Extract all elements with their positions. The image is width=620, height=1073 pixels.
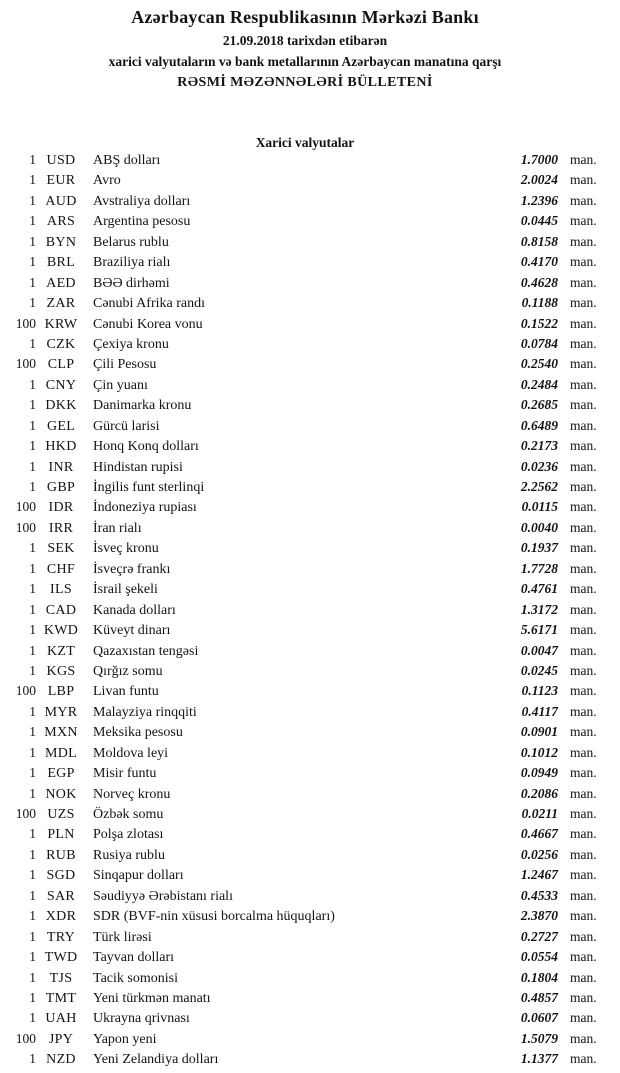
currency-name: Meksika pesosu (93, 725, 183, 741)
currency-name: İsveçrə frankı (93, 561, 171, 577)
currency-name: Honq Konq dolları (93, 439, 199, 455)
bulletin-title: RƏSMİ MƏZƏNNƏLƏRİ BÜLLETENİ (177, 75, 433, 90)
exchange-rate-row (6, 193, 604, 213)
currency-rate: 0.8158 (520, 233, 558, 249)
currency-quantity: 100 (15, 683, 36, 699)
unit-label: man. (570, 969, 597, 985)
unit-label: man. (570, 499, 597, 515)
currency-quantity: 1 (29, 724, 36, 740)
currency-name: Yapon yeni (93, 1031, 157, 1047)
currency-quantity: 1 (29, 479, 36, 494)
currency-rate: 0.4857 (520, 989, 558, 1005)
unit-label: man. (570, 335, 597, 351)
currency-quantity: 1 (29, 254, 36, 270)
currency-name: Belarus rublu (93, 234, 169, 250)
currency-code: KWD (43, 623, 79, 639)
unit-label: man. (570, 867, 597, 883)
currency-code: KGS (46, 663, 76, 679)
currency-code: XDR (45, 909, 77, 925)
unit-label: man. (570, 315, 597, 331)
currency-rate: 0.0554 (520, 949, 558, 965)
exchange-rate-row (6, 561, 604, 581)
currency-rate: 0.0607 (520, 1010, 558, 1026)
currency-quantity: 1 (29, 152, 36, 167)
currency-name: Avro (93, 173, 121, 189)
currency-quantity: 1 (29, 1051, 36, 1067)
currency-rate: 0.4667 (520, 826, 558, 842)
currency-rate: 0.1012 (520, 744, 558, 760)
exchange-rate-row (6, 336, 604, 356)
currency-rate: 0.1804 (520, 969, 558, 985)
currency-name: Kanada dolları (93, 602, 176, 618)
currency-quantity: 100 (15, 519, 36, 535)
unit-label: man. (570, 949, 597, 965)
currency-quantity: 1 (29, 458, 36, 474)
currency-quantity: 1 (29, 192, 36, 208)
currency-name: İngilis funt sterlinqi (93, 480, 205, 495)
currency-name: Argentina pesosu (93, 214, 191, 230)
unit-label: man. (570, 213, 597, 229)
currency-code: AUD (45, 193, 77, 209)
currency-name: Səudiyyə Ərəbistanı rialı (93, 888, 233, 904)
currency-name: Malayziya rinqqiti (93, 704, 197, 720)
currency-rate: 0.0115 (521, 499, 558, 515)
currency-rate: 0.4628 (520, 274, 558, 290)
exchange-rate-row (6, 499, 604, 519)
currency-name: İran rialı (93, 520, 142, 536)
unit-label: man. (570, 458, 597, 474)
currency-code: USD (46, 153, 76, 168)
currency-quantity: 1 (29, 274, 36, 290)
currency-name: İndoneziya rupiası (93, 500, 197, 516)
currency-code: IRR (48, 520, 74, 536)
unit-label: man. (570, 274, 597, 290)
currency-name: Çin yuanı (93, 377, 148, 393)
currency-quantity: 1 (29, 172, 36, 188)
unit-label: man. (570, 295, 597, 311)
exchange-rate-row (6, 724, 604, 744)
currency-quantity: 100 (15, 499, 36, 515)
currency-quantity: 1 (29, 295, 36, 311)
unit-label: man. (570, 601, 597, 617)
unit-label: man. (570, 376, 597, 392)
unit-label: man. (570, 662, 597, 678)
currency-code: TWD (44, 950, 78, 966)
unit-label: man. (570, 622, 597, 638)
section-title-foreign-currencies: Xarici valyutalar (255, 135, 355, 150)
currency-rate: 0.0236 (520, 458, 558, 474)
exchange-rate-row (6, 213, 604, 233)
exchange-rate-row (6, 581, 604, 601)
currency-quantity: 1 (29, 335, 36, 351)
unit-label: man. (570, 417, 597, 433)
currency-name: Norveç kronu (93, 786, 171, 802)
currency-name: Qazaxıstan tengəsi (93, 643, 199, 659)
exchange-rate-row (6, 438, 604, 458)
currency-code: MXN (44, 725, 78, 741)
currency-name: ABŞ dolları (93, 153, 161, 168)
currency-name: SDR (BVF-nin xüsusi borcalma hüquqları) (93, 909, 335, 925)
exchange-rate-row (6, 888, 604, 908)
currency-rate: 1.1377 (520, 1051, 558, 1067)
currency-name: Polşa zlotası (93, 827, 164, 843)
exchange-rate-row (6, 1010, 604, 1030)
unit-label: man. (570, 744, 597, 760)
currency-code: BYN (45, 234, 77, 250)
currency-rate: 0.0245 (520, 662, 558, 678)
currency-quantity: 1 (29, 397, 36, 413)
bank-name-title: Azərbaycan Respublikasının Mərkəzi Bankı (131, 7, 479, 27)
currency-rate: 0.1937 (520, 540, 558, 556)
currency-name: Hindistan rupisi (93, 459, 183, 475)
unit-label: man. (570, 1010, 597, 1026)
currency-quantity: 1 (29, 785, 36, 801)
currency-name: Türk lirəsi (93, 929, 152, 945)
currency-quantity: 1 (29, 438, 36, 454)
exchange-rate-row (6, 295, 604, 315)
exchange-rate-row (6, 867, 604, 887)
unit-label: man. (570, 1051, 597, 1067)
currency-rate: 0.2484 (520, 376, 558, 392)
unit-label: man. (570, 703, 597, 719)
currency-name: Sinqapur dolları (93, 868, 184, 884)
unit-label: man. (570, 928, 597, 944)
currency-name: Cənubi Afrika randı (93, 296, 205, 312)
exchange-rate-row (6, 234, 604, 254)
currency-code: CAD (45, 602, 77, 618)
currency-code: CNY (45, 377, 77, 393)
currency-quantity: 1 (29, 765, 36, 781)
currency-quantity: 1 (29, 744, 36, 760)
exchange-rate-row (6, 765, 604, 785)
currency-code: ARS (46, 214, 76, 230)
currency-code: BRL (46, 255, 76, 271)
currency-quantity: 1 (29, 949, 36, 965)
currency-code: CHF (46, 561, 76, 577)
currency-code: ZAR (46, 296, 76, 312)
exchange-rate-row (6, 602, 604, 622)
exchange-rate-row (6, 990, 604, 1010)
currency-code: GEL (46, 418, 76, 434)
currency-rate: 5.6171 (520, 622, 558, 638)
exchange-rate-row (6, 152, 604, 172)
currency-rate: 1.3172 (520, 601, 558, 617)
currency-rate: 0.0784 (520, 335, 558, 351)
currency-code: JPY (48, 1031, 74, 1047)
unit-label: man. (570, 560, 597, 576)
currency-rate: 1.5079 (520, 1030, 558, 1046)
scope-line: xarici valyutaların və bank metallarının Azərbaycan manatına qarşı (108, 54, 502, 69)
currency-name: Rusiya rublu (93, 847, 165, 863)
unit-label: man. (570, 192, 597, 208)
currency-name: BƏƏ dirhəmi (93, 275, 170, 291)
currency-quantity: 1 (29, 376, 36, 392)
currency-code: HKD (45, 439, 77, 455)
currency-name: Moldova leyi (93, 745, 169, 761)
unit-label: man. (570, 172, 597, 188)
currency-code: SEK (47, 541, 75, 557)
currency-name: Yeni türkmən manatı (93, 990, 211, 1006)
currency-rate: 0.4170 (520, 254, 558, 270)
exchange-rate-row (6, 643, 604, 663)
exchange-rate-row (6, 377, 604, 397)
currency-quantity: 1 (29, 540, 36, 556)
exchange-rate-row (6, 622, 604, 642)
currency-code: SGD (46, 868, 76, 884)
currency-name: Yeni Zelandiya dolları (93, 1052, 219, 1068)
currency-quantity: 100 (15, 1030, 36, 1046)
currency-rate: 1.7728 (520, 560, 558, 576)
currency-code: AED (46, 275, 76, 291)
currency-quantity: 1 (29, 560, 36, 576)
currency-quantity: 100 (15, 315, 36, 331)
unit-label: man. (570, 152, 597, 167)
currency-quantity: 1 (29, 1010, 36, 1026)
exchange-rate-row (6, 949, 604, 969)
currency-name: İsveç kronu (93, 541, 159, 557)
currency-rate: 2.3870 (520, 908, 558, 924)
currency-code: CLP (47, 357, 75, 373)
unit-label: man. (570, 765, 597, 781)
unit-label: man. (570, 540, 597, 556)
currency-quantity: 1 (29, 213, 36, 229)
exchange-rate-row (6, 356, 604, 376)
unit-label: man. (570, 806, 597, 821)
currency-name: Danimarka kronu (93, 398, 192, 414)
currency-quantity: 1 (29, 662, 36, 678)
unit-label: man. (570, 642, 597, 658)
exchange-rate-row (6, 479, 604, 499)
currency-rate: 0.0047 (520, 642, 558, 658)
currency-code: EGP (47, 766, 75, 782)
unit-label: man. (570, 1030, 597, 1046)
exchange-rate-row (6, 459, 604, 479)
currency-name: Misir funtu (93, 766, 157, 782)
currency-name: Tayvan dolları (93, 950, 175, 966)
currency-rate: 0.4533 (520, 887, 558, 903)
exchange-rate-row (6, 540, 604, 560)
currency-quantity: 1 (29, 601, 36, 617)
currency-code: UAH (45, 1011, 77, 1027)
exchange-rate-row (6, 254, 604, 274)
unit-label: man. (570, 479, 597, 494)
currency-quantity: 1 (29, 846, 36, 862)
unit-label: man. (570, 846, 597, 862)
currency-name: Özbək somu (93, 807, 164, 822)
currency-quantity: 1 (29, 887, 36, 903)
currency-rate: 0.4117 (521, 703, 558, 719)
currency-name: Çexiya kronu (93, 336, 169, 352)
currency-name: Livan funtu (93, 684, 159, 700)
currency-quantity: 1 (29, 622, 36, 638)
currency-quantity: 1 (29, 233, 36, 249)
currency-rate: 0.2540 (520, 356, 558, 372)
currency-name: Braziliya rialı (93, 255, 171, 271)
currency-code: SAR (46, 888, 76, 904)
currency-quantity: 100 (15, 356, 36, 372)
unit-label: man. (570, 785, 597, 801)
currency-code: MYR (44, 704, 78, 720)
unit-label: man. (570, 397, 597, 413)
exchange-rate-row (6, 418, 604, 438)
currency-rate: 2.2562 (520, 479, 558, 494)
currency-rate: 0.0445 (520, 213, 558, 229)
currency-rate: 0.0211 (521, 806, 558, 821)
currency-rate: 0.0949 (520, 765, 558, 781)
exchange-rate-row (6, 275, 604, 295)
currency-rate: 0.6489 (520, 417, 558, 433)
exchange-rate-row (6, 826, 604, 846)
currency-code: TMT (45, 990, 77, 1006)
currency-rate: 1.2396 (520, 192, 558, 208)
currency-quantity: 1 (29, 703, 36, 719)
exchange-rate-row (6, 970, 604, 990)
exchange-rate-row (6, 704, 604, 724)
currency-quantity: 1 (29, 969, 36, 985)
currency-code: MDL (44, 745, 77, 761)
currency-code: DKK (45, 398, 77, 414)
currency-rate: 0.1522 (520, 315, 558, 331)
exchange-rate-row (6, 520, 604, 540)
currency-rate: 0.0256 (520, 846, 558, 862)
currency-code: NOK (45, 786, 77, 802)
unit-label: man. (570, 438, 597, 454)
currency-name: Küveyt dinarı (93, 623, 171, 639)
currency-rate: 0.2685 (520, 397, 558, 413)
exchange-rate-row (6, 745, 604, 765)
currency-rate: 0.2727 (520, 928, 558, 944)
currency-name: Qırğız somu (93, 663, 163, 679)
currency-code: PLN (47, 827, 75, 843)
exchange-rate-row (6, 172, 604, 192)
currency-code: EUR (46, 173, 76, 189)
exchange-rates-table (6, 152, 604, 1072)
unit-label: man. (570, 254, 597, 270)
currency-rate: 0.2086 (520, 785, 558, 801)
currency-name: Cənubi Korea vonu (93, 316, 203, 332)
currency-name: İsrail şekeli (93, 582, 158, 598)
currency-quantity: 1 (29, 826, 36, 842)
unit-label: man. (570, 683, 597, 699)
currency-name: Gürcü larisi (93, 418, 160, 434)
unit-label: man. (570, 887, 597, 903)
currency-rate: 1.2467 (520, 867, 558, 883)
currency-rate: 0.0040 (520, 519, 558, 535)
currency-code: KRW (44, 316, 78, 332)
currency-quantity: 1 (29, 928, 36, 944)
exchange-rate-row (6, 786, 604, 806)
currency-quantity: 100 (15, 806, 36, 821)
unit-label: man. (570, 826, 597, 842)
exchange-rate-row (6, 397, 604, 417)
unit-label: man. (570, 519, 597, 535)
currency-code: TRY (46, 929, 76, 945)
currency-code: RUB (46, 847, 76, 863)
currency-quantity: 1 (29, 867, 36, 883)
currency-rate: 2.0024 (520, 172, 558, 188)
currency-code: UZS (47, 807, 75, 822)
currency-code: TJS (49, 970, 73, 986)
currency-name: Ukrayna qrivnası (93, 1011, 190, 1027)
currency-quantity: 1 (29, 642, 36, 658)
currency-code: NZD (46, 1052, 76, 1068)
currency-code: CZK (46, 336, 76, 352)
unit-label: man. (570, 908, 597, 924)
exchange-rate-row (6, 1051, 604, 1071)
currency-name: Tacik somonisi (93, 970, 178, 986)
exchange-rate-row (6, 683, 604, 703)
unit-label: man. (570, 989, 597, 1005)
effective-date-line: 21.09.2018 tarixdən etibarən (222, 33, 388, 48)
exchange-rate-row (6, 847, 604, 867)
currency-quantity: 1 (29, 908, 36, 924)
currency-quantity: 1 (29, 581, 36, 597)
currency-rate: 1.7000 (520, 152, 558, 167)
document-header (6, 4, 604, 94)
unit-label: man. (570, 233, 597, 249)
exchange-rate-row (6, 1031, 604, 1051)
unit-label: man. (570, 356, 597, 372)
currency-code: LBP (47, 684, 75, 700)
currency-code: KZT (46, 643, 76, 659)
currency-rate: 0.1123 (521, 683, 558, 699)
unit-label: man. (570, 581, 597, 597)
currency-quantity: 1 (29, 989, 36, 1005)
currency-rate: 0.2173 (520, 438, 558, 454)
currency-name: Çili Pesosu (93, 357, 157, 373)
unit-label: man. (570, 724, 597, 740)
exchange-rate-row (6, 663, 604, 683)
currency-code: ILS (50, 582, 72, 598)
currency-code: GBP (46, 480, 76, 495)
exchange-rate-row (6, 316, 604, 336)
currency-rate: 0.4761 (520, 581, 558, 597)
currency-rate: 0.1188 (521, 295, 558, 311)
currency-name: Avstraliya dolları (93, 193, 191, 209)
currency-code: INR (48, 459, 74, 475)
currency-quantity: 1 (29, 417, 36, 433)
currency-code: IDR (48, 500, 74, 516)
currency-rate: 0.0901 (520, 724, 558, 740)
exchange-rate-row (6, 908, 604, 928)
exchange-rate-row (6, 929, 604, 949)
exchange-rate-row (6, 806, 604, 826)
